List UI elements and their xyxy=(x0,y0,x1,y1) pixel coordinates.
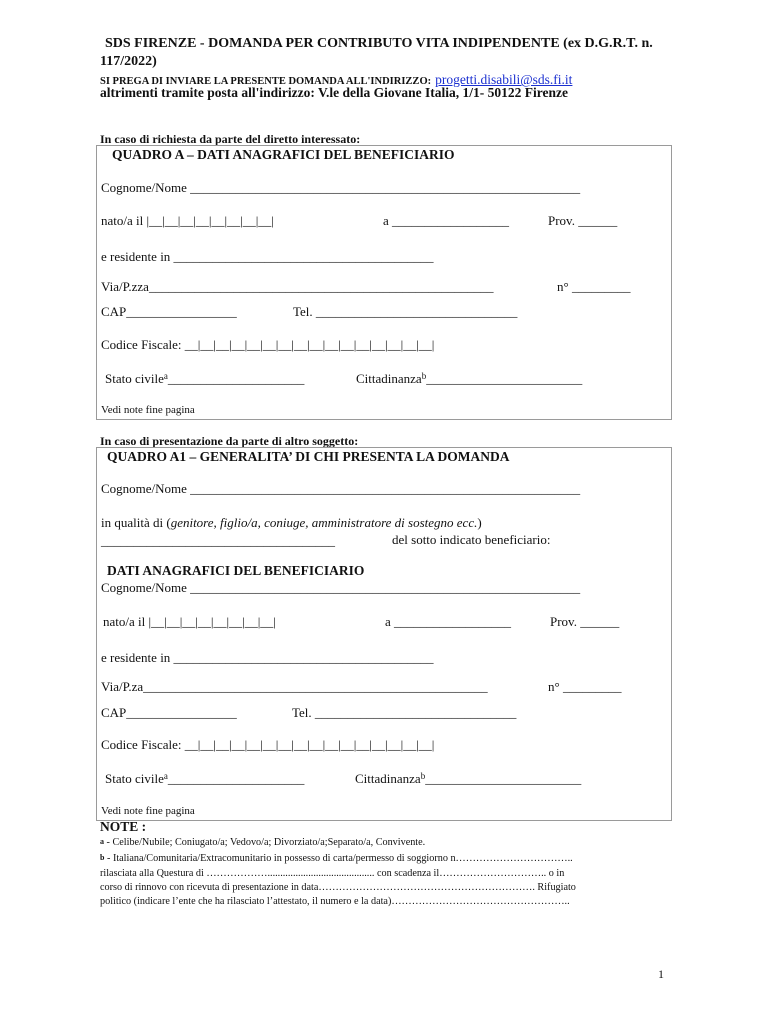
a-note-mark-a: a xyxy=(163,371,168,381)
a1-footnote-ref: Vedi note fine pagina xyxy=(101,805,195,817)
a1-street-field[interactable]: Via/P.za_____________________________________________________ xyxy=(101,679,488,694)
a1-note-mark-a: a xyxy=(163,771,168,781)
send-label: SI PREGA DI INVIARE LA PRESENTE DOMANDA ALL'INDIRIZZO: xyxy=(100,76,432,87)
a1-citizenship-label: Cittadinanza xyxy=(355,771,421,786)
a1-birthplace-field[interactable]: a __________________ xyxy=(385,614,512,629)
a-cognome-field[interactable]: Cognome/Nome ____________________________________________________________ xyxy=(101,180,581,195)
section-a1-box xyxy=(96,447,672,821)
a1-fiscal-code-field[interactable]: Codice Fiscale: __|__|__|__|__|__|__|__|__|__|__|__|__|__|__|__| xyxy=(101,737,435,752)
a-phone-field[interactable]: Tel. _______________________________ xyxy=(293,304,518,319)
a1-role-prefix: in qualità di ( xyxy=(101,515,171,530)
a-note-mark-b: b xyxy=(421,371,427,381)
postal-address: altrimenti tramite posta all'indirizzo: V.le della Giovane Italia, 1/1- 50122 Firenze xyxy=(100,85,568,100)
note-b-line3: rilasciata alla Questura di ……………….......................................... con scadenza il………………………….. o in xyxy=(100,868,565,879)
notes-title: NOTE : xyxy=(100,819,147,834)
a1-residence-field[interactable]: e residente in ________________________________________ xyxy=(101,650,434,665)
a1-citizenship-line: ________________________ xyxy=(425,771,582,786)
a-citizenship-line: ________________________ xyxy=(426,371,583,386)
note-a-text: - Celibe/Nubile; Coniugato/a; Vedovo/a; Divorziato/a;Separato/a, Convivente. xyxy=(104,837,426,848)
doc-title-line1: SDS FIRENZE - DOMANDA PER CONTRIBUTO VITA INDIPENDENTE (ex D.G.R.T. n. xyxy=(105,36,653,51)
section-a-title: QUADRO A – DATI ANAGRAFICI DEL BENEFICIARIO xyxy=(112,147,455,162)
a-prov-field[interactable]: Prov. ______ xyxy=(548,213,618,228)
email-link[interactable]: progetti.disabili@sds.fi.it xyxy=(435,72,573,87)
a-citizenship-field[interactable] xyxy=(356,371,582,387)
a1-cap-field[interactable]: CAP_________________ xyxy=(101,705,237,720)
note-b-mark: b xyxy=(100,853,105,862)
section-a1-caption: In caso di presentazione da parte di altro soggetto: xyxy=(100,434,359,448)
a-number-field[interactable]: n° _________ xyxy=(557,279,631,294)
a1-beneficiary-title: DATI ANAGRAFICI DEL BENEFICIARIO xyxy=(107,563,365,578)
a1-prov-field[interactable]: Prov. ______ xyxy=(550,614,620,629)
doc-title-line2: 117/2022) xyxy=(100,54,157,69)
a-citizenship-label: Cittadinanza xyxy=(356,371,422,386)
a1-role-field[interactable]: ____________________________________ xyxy=(101,533,335,548)
note-b-text: - Italiana/Comunitaria/Extracomunitario in possesso di carta/permesso di soggiorno n…………………………….. xyxy=(104,853,573,864)
section-a1-title: QUADRO A1 – GENERALITA’ DI CHI PRESENTA LA DOMANDA xyxy=(107,449,510,464)
a-residence-field[interactable]: e residente in ________________________________________ xyxy=(101,249,434,264)
a1-beneficiary-cognome-field[interactable]: Cognome/Nome ____________________________________________________________ xyxy=(101,580,581,595)
a-birthplace-field[interactable]: a __________________ xyxy=(383,213,510,228)
a-fiscal-code-field[interactable]: Codice Fiscale: __|__|__|__|__|__|__|__|__|__|__|__|__|__|__|__| xyxy=(101,337,435,352)
a1-marital-status-field[interactable] xyxy=(105,771,304,787)
a1-marital-label: Stato civile xyxy=(105,771,164,786)
a1-cognome-field[interactable]: Cognome/Nome ____________________________________________________________ xyxy=(101,481,581,496)
note-b-line4: corso di rinnovo con ricevuta di presentazione in data………………………………………………………. Rifugiato xyxy=(100,882,576,893)
a-birthdate-field[interactable]: nato/a il |__|__|__|__|__|__|__|__| xyxy=(101,213,274,228)
a1-phone-field[interactable]: Tel. _______________________________ xyxy=(292,705,517,720)
section-a-caption: In caso di richiesta da parte del diretto interessato: xyxy=(100,132,361,146)
a1-beneficiary-label: del sotto indicato beneficiario: xyxy=(392,532,551,547)
a-street-field[interactable]: Via/P.zza_____________________________________________________ xyxy=(101,279,494,294)
a1-role-examples: genitore, figlio/a, coniuge, amministratore di sostegno ecc. xyxy=(170,515,478,530)
a-marital-status-field[interactable] xyxy=(105,371,304,387)
a-marital-line: _____________________ xyxy=(167,371,305,386)
note-b-line5: politico (indicare l’ente che ha rilasciato l’attestato, il numero e la data)…………………………………………….. xyxy=(100,896,570,907)
page-number: 1 xyxy=(658,967,664,981)
a1-citizenship-field[interactable] xyxy=(355,771,581,787)
a1-marital-line: _____________________ xyxy=(167,771,305,786)
a1-note-mark-b: b xyxy=(420,771,426,781)
a1-number-field[interactable]: n° _________ xyxy=(548,679,622,694)
a-cap-field[interactable]: CAP_________________ xyxy=(101,304,237,319)
a-footnote-ref: Vedi note fine pagina xyxy=(101,404,195,416)
a-marital-label: Stato civile xyxy=(105,371,164,386)
a1-role-suffix: ) xyxy=(477,515,482,530)
a1-birthdate-field[interactable]: nato/a il |__|__|__|__|__|__|__|__| xyxy=(103,614,276,629)
a1-role-text xyxy=(101,515,482,531)
note-a-mark: a xyxy=(100,837,104,846)
note-b xyxy=(100,853,573,864)
note-a xyxy=(100,837,425,848)
